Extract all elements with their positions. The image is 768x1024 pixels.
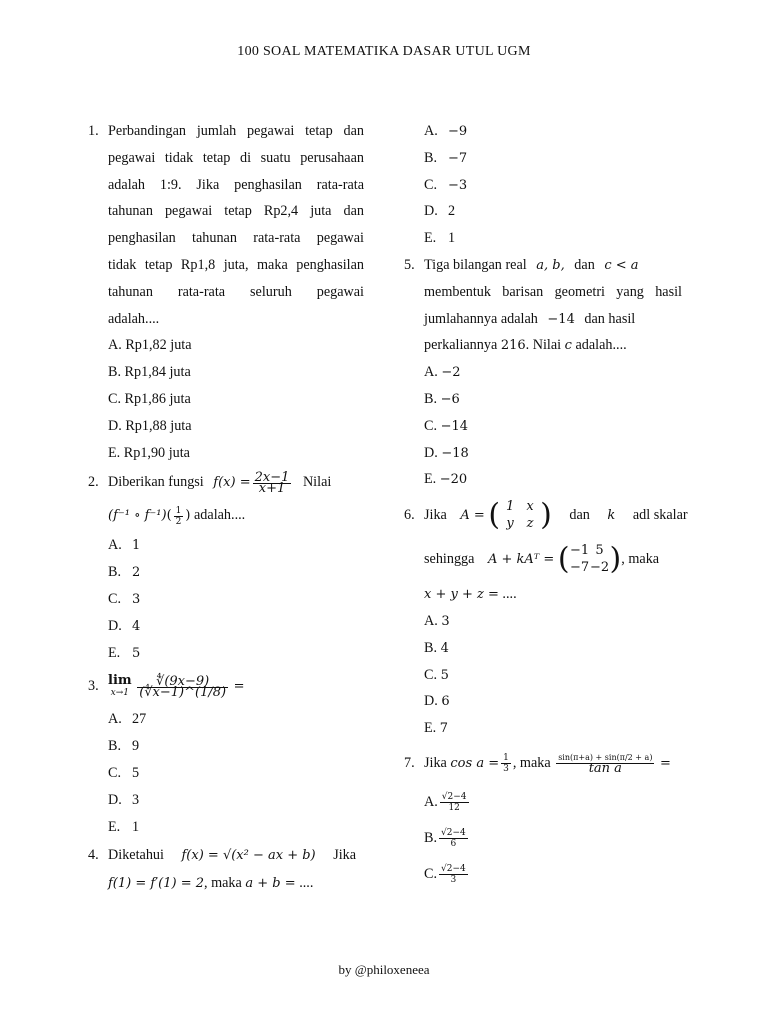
q1-option: C. Rp1,86 juta xyxy=(108,390,191,407)
q2-function: f(x) = xyxy=(213,475,251,491)
question-4-options xyxy=(404,118,682,252)
q7-option: B. $\frac{√2-4}{6}$ xyxy=(424,828,466,850)
q5-option: C. −14 xyxy=(424,417,468,434)
q3-option: B. 9 xyxy=(108,738,140,755)
q6-option: D. 6 xyxy=(424,693,450,710)
q4-option: B. −7 xyxy=(424,149,468,166)
q1-option: A. Rp1,82 juta xyxy=(108,337,192,354)
q5-option: B. −6 xyxy=(424,390,460,407)
q4-option: C. −3 xyxy=(424,176,468,193)
q3-option: C. 5 xyxy=(108,764,140,781)
footer-credit: by @philoxeneea xyxy=(338,962,430,977)
q5-option: A. −2 xyxy=(424,364,461,381)
q1-text-line: tahunan pegawai tetap Rp2,4 juta dan xyxy=(108,203,364,220)
q6-option: B. 4 xyxy=(424,639,449,656)
q5-option: E. −20 xyxy=(424,471,468,488)
q1-text-line: pegawai tidak tetap di suatu perusahaan xyxy=(108,149,364,166)
q4-option: A. −9 xyxy=(424,123,468,139)
q6-option: A. 3 xyxy=(424,612,450,629)
q4-option: D. 2 xyxy=(424,203,456,220)
q4-option: E. 1 xyxy=(424,230,456,247)
q2-half: $\frac{1}{2}$ xyxy=(175,505,182,527)
q6-option: C. 5 xyxy=(424,666,449,683)
q1-text-line: tidak tetap Rp1,8 juta, maka penghasilan xyxy=(108,256,364,273)
q1-text-line: penghasilan tahunan rata-rata pegawai xyxy=(108,230,364,247)
left-column xyxy=(88,118,364,897)
q1-text-line: tahunan rata-rata seluruh pegawai xyxy=(108,283,364,300)
question-3: 3. lim x→1 $\frac{∜(9x-9)}{(∜x-1)\^{}(1/8)}$ = A. 27 B. 9 C. 5 D. 3 E. 1 xyxy=(88,666,364,840)
question-5: 5. Tiga bilangan real a, b, dan c < a membentuk barisan geometri yang hasil jumlahannya adalah −14 dan hasil perkaliannya 216. Nilai c adalah.... A. −2 B. −6 C. −14 D. −18 E. −20 xyxy=(404,252,682,493)
q3-limit: lim x→1 xyxy=(108,673,132,699)
q3-option: E. 1 xyxy=(108,818,140,835)
question-7: 7. Jika cos a = $\frac{1}{3}$ , maka $\frac{\sin(\pi+a) + \sin(\pi/2 + a)}{\text{tan a}}$ = A. $\frac{√2-4}{12}$ B. $\frac{√2-4}{6}$ C. $\frac{√2-4}{3}$ xyxy=(404,742,682,892)
q3-option: D. 3 xyxy=(108,791,140,808)
q7-option: A. $\frac{√2-4}{12}$ xyxy=(424,792,467,814)
q1-option: E. Rp1,90 juta xyxy=(108,444,190,461)
q1-option: B. Rp1,84 juta xyxy=(108,364,191,381)
q4-condition: f(1) = f′(1) = 2 xyxy=(108,876,204,892)
q7-fraction: $\frac{\sin(\pi+a) + \sin(\pi/2 + a)}{\text{tan a}}$ xyxy=(558,753,653,777)
q3-fraction: $\frac{∜(9x-9)}{(∜x-1)\^{}(1/8)}$ xyxy=(139,673,227,700)
right-column xyxy=(404,118,688,892)
q2-composition: (f⁻¹ ∘ f⁻¹) xyxy=(108,508,167,524)
question-6: 6. Jika A = ( 1 x y z ) dan k adl skalar sehingga A + kAᵀ = (−1 5 −7−2), maka x + y + z = .... A. 3 B. 4 C. 5 D. 6 E. 7 xyxy=(404,493,682,742)
question-2: 2. Diberikan fungsi f(x) = $\frac{2x-1}{x+1}$ Nilai (f⁻¹ ∘ f⁻¹)( $\frac{1}{2}$ ) adalah.... A. 1 B. 2 C. 3 D. 4 E. 5 xyxy=(88,466,364,666)
q2-fraction: $\frac{2x-1}{x+1}$ xyxy=(254,469,290,496)
q5-option: D. −18 xyxy=(424,444,469,461)
q7-option: C. $\frac{√2-4}{3}$ xyxy=(424,864,466,886)
q1-text-line: adalah.... xyxy=(108,310,160,327)
q1-option: D. Rp1,88 juta xyxy=(108,417,192,434)
q4-function: f(x) = √(x² − ax + b) xyxy=(181,848,316,864)
q2-option: B. 2 xyxy=(108,564,141,581)
q2-option: E. 5 xyxy=(108,644,141,661)
matrix-b: (−1 5 −7−2) xyxy=(557,541,622,577)
q2-option: D. 4 xyxy=(108,617,141,634)
question-1: 1. Perbandingan jumlah pegawai tetap dan pegawai tidak tetap di suatu perusahaan adalah 1:9. Jika penghasilan rata-rata tahunan pegawai tetap Rp2,4 juta dan penghasilan tahunan rata-rata pegawai tidak tetap Rp1,8 juta, maka penghasilan tahunan rata-rata seluruh pegawai adalah.... A. Rp1,82 juta B. Rp1,84 juta C. Rp1,86 juta D. Rp1,88 juta E. Rp1,90 juta xyxy=(88,118,364,466)
q6-option: E. 7 xyxy=(424,720,449,737)
q2-option: A. 1 xyxy=(108,537,141,554)
q1-text-line: Perbandingan jumlah pegawai tetap dan xyxy=(108,123,364,139)
q1-text-line: adalah 1:9. Jika penghasilan rata-rata xyxy=(108,176,364,193)
page-title: 100 SOAL MATEMATIKA DASAR UTUL UGM xyxy=(237,44,531,59)
question-4: 4. Diketahui f(x) = √(x² − ax + b) Jika f(1) = f′(1) = 2, maka a + b = .... xyxy=(88,847,357,892)
q3-option: A. 27 xyxy=(108,711,147,728)
q2-option: C. 3 xyxy=(108,590,141,607)
matrix-a: ( 1 x y z ) xyxy=(488,497,552,533)
